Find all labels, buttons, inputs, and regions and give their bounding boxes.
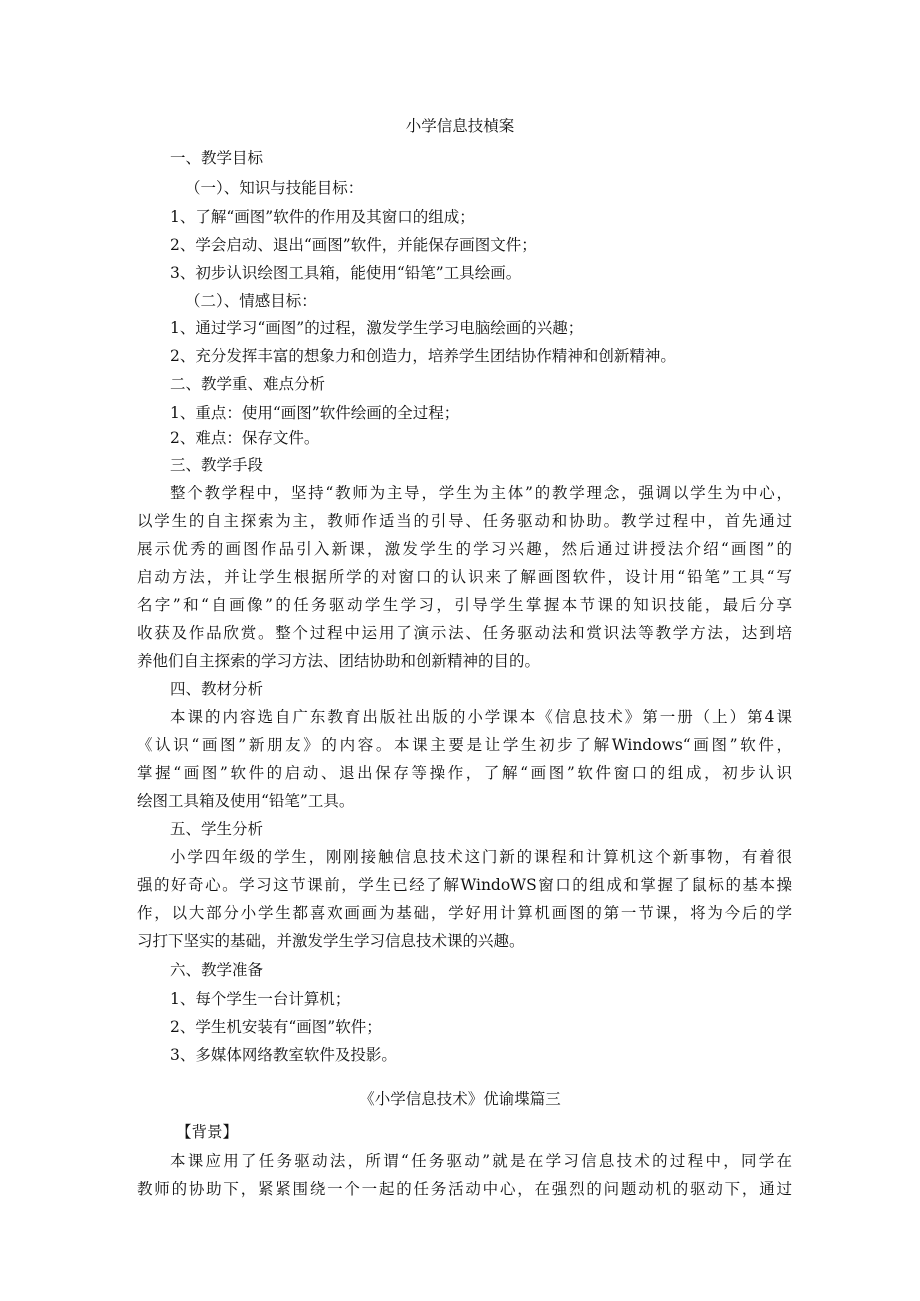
paragraph-line: 本课的内容选自广东教育出版社出版的小学课本《信息技术》第一册（上）第4课: [170, 708, 792, 726]
list-item: 2、充分发挥丰富的想象力和创造力，培养学生团结协作精神和创新精神。: [170, 347, 676, 365]
section-heading-means: 三、教学手段: [170, 456, 264, 474]
paragraph-line: 小学四年级的学生，刚刚接触信息技术这门新的课程和计算机这个新事物，有着很: [170, 848, 792, 866]
list-item: 2、学会启动、退出“画图”软件，并能保存画图文件；: [170, 236, 537, 254]
list-item: 1、重点：使用“画图”软件绘画的全过程；: [170, 404, 460, 422]
second-title: 《小学信息技术》优谕堞篇三: [359, 1090, 561, 1108]
paragraph-line: 掌握“画图”软件的启动、退出保存等操作，了解“画图”软件窗口的组成，初步认识: [137, 764, 792, 782]
list-item: 2、难点：保存文件。: [170, 429, 320, 447]
background-heading: 【背景】: [176, 1123, 239, 1141]
paragraph-line: 养他们自主探索的学习方法、团结协助和创新精神的目的。: [137, 652, 541, 670]
list-item: 1、通过学习“画图”的过程，激发学生学习电脑绘画的兴趣；: [170, 319, 584, 337]
paragraph-line: 启动方法，并让学生根据所学的对窗口的认识来了解画图软件，设计用“铅笔”工具“写: [137, 568, 792, 586]
list-item: 3、多媒体网络教室软件及投影。: [170, 1046, 397, 1064]
paragraph-line: 整个教学程中，坚持“教师为主导，学生为主体”的教学理念，强调以学生为中心，: [170, 484, 792, 502]
paragraph-line: 本课应用了任务驱动法，所谓“任务驱动”就是在学习信息技术的过程中，同学在: [170, 1152, 792, 1170]
list-item: 1、了解“画图”软件的作用及其窗口的组成；: [170, 208, 475, 226]
paragraph-line: 绘图工具箱及使用“铅笔”工具。: [137, 792, 355, 810]
paragraph-line: 《认识“画图”新朋友》的内容。本课主要是让学生初步了解Windows“画图”软件，: [137, 736, 792, 754]
list-item: 1、每个学生一台计算机；: [170, 990, 351, 1008]
list-item: 3、初步认识绘图工具箱，能使用“铅笔”工具绘画。: [170, 264, 522, 282]
list-item: 2、学生机安装有“画图”软件；: [170, 1018, 382, 1036]
subsection-heading-emotion: （二）、情感目标：: [185, 292, 317, 310]
paragraph-line: 教师的协助下，紧紧围绕一个一起的任务活动中心，在强烈的问题动机的驱动下，通过: [137, 1180, 792, 1198]
section-heading-material: 四、教材分析: [170, 680, 264, 698]
section-heading-key-points: 二、教学重、难点分析: [170, 375, 326, 393]
paragraph-line: 作，以大部分小学生都喜欢画画为基础，学好用计算机画图的第一节课，将为今后的学: [137, 904, 792, 922]
paragraph-line: 强的好奇心。学习这节课前，学生已经了解WindoWS窗口的组成和掌握了鼠标的基本操: [137, 876, 792, 894]
section-heading-goals: 一、教学目标: [170, 149, 264, 167]
subsection-heading-knowledge: （一）、知识与技能目标：: [185, 179, 364, 197]
paragraph-line: 展示优秀的画图作品引入新课，激发学生的学习兴趣，然后通过讲授法介绍“画图”的: [137, 540, 792, 558]
paragraph-line: 收获及作品欣赏。整个过程中运用了演示法、任务驱动法和赏识法等教学方法，达到培: [137, 624, 792, 642]
document-title: 小学信息技楨案: [405, 117, 515, 135]
paragraph-line: 名字”和“自画像”的任务驱动学生学习，引导学生掌握本节课的知识技能，最后分享: [137, 596, 792, 614]
section-heading-students: 五、学生分析: [170, 820, 264, 838]
paragraph-line: 以学生的自主探索为主，教师作适当的引导、任务驱动和协助。教学过程中，首先通过: [137, 512, 792, 530]
paragraph-line: 习打下坚实的基础，并激发学生学习信息技术课的兴趣。: [137, 932, 525, 950]
section-heading-preparation: 六、教学准备: [170, 961, 264, 979]
